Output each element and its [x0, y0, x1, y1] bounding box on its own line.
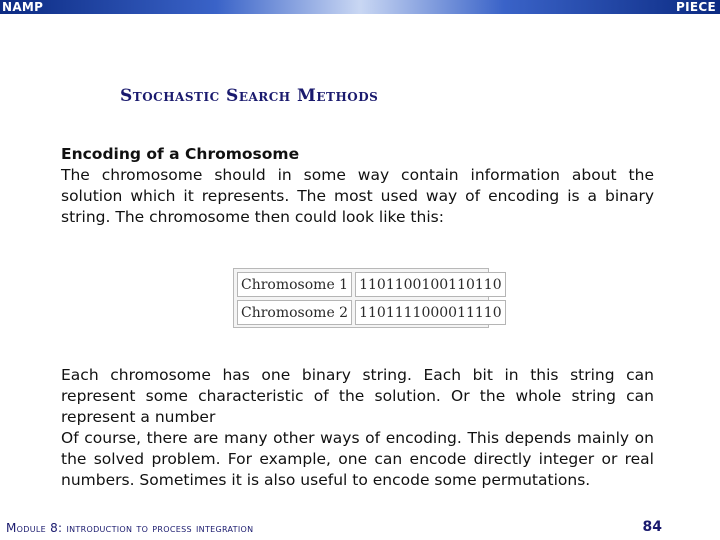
chromosome-value: 1101111000011110 — [355, 300, 506, 325]
table-row — [237, 272, 506, 297]
intro-paragraph: The chromosome should in some way contain information about the solution which it represents. The most used way of encoding is a binary string. The chromosome then could look like this: — [61, 166, 654, 226]
section-heading: Encoding of a Chromosome — [61, 145, 300, 163]
footer-module-label: Module 8: introduction to process integration — [6, 521, 254, 535]
chromosome-label: Chromosome 1 — [237, 272, 352, 297]
top-header-bar — [0, 0, 720, 14]
body-paragraphs — [61, 365, 654, 491]
table-row — [237, 300, 506, 325]
paragraph-other-encodings: Of course, there are many other ways of encoding. This depends mainly on the solved problem. For example, one can encode directly integer or real numbers. Sometimes it is also useful to encode some permutations. — [61, 429, 654, 489]
chromosome-table — [233, 268, 502, 328]
paragraph-bits: Each chromosome has one binary string. Each bit in this string can represent some characteristic of the solution. Or the whole string can represent a number — [61, 366, 654, 426]
slide-title: Stochastic Search Methods — [120, 86, 379, 106]
chromosome-label: Chromosome 2 — [237, 300, 352, 325]
header-right-label: PIECE — [676, 0, 716, 14]
page-number: 84 — [642, 519, 662, 535]
intro-block — [61, 144, 654, 228]
chromosome-value: 1101100100110110 — [355, 272, 506, 297]
header-left-label: NAMP — [2, 0, 44, 14]
